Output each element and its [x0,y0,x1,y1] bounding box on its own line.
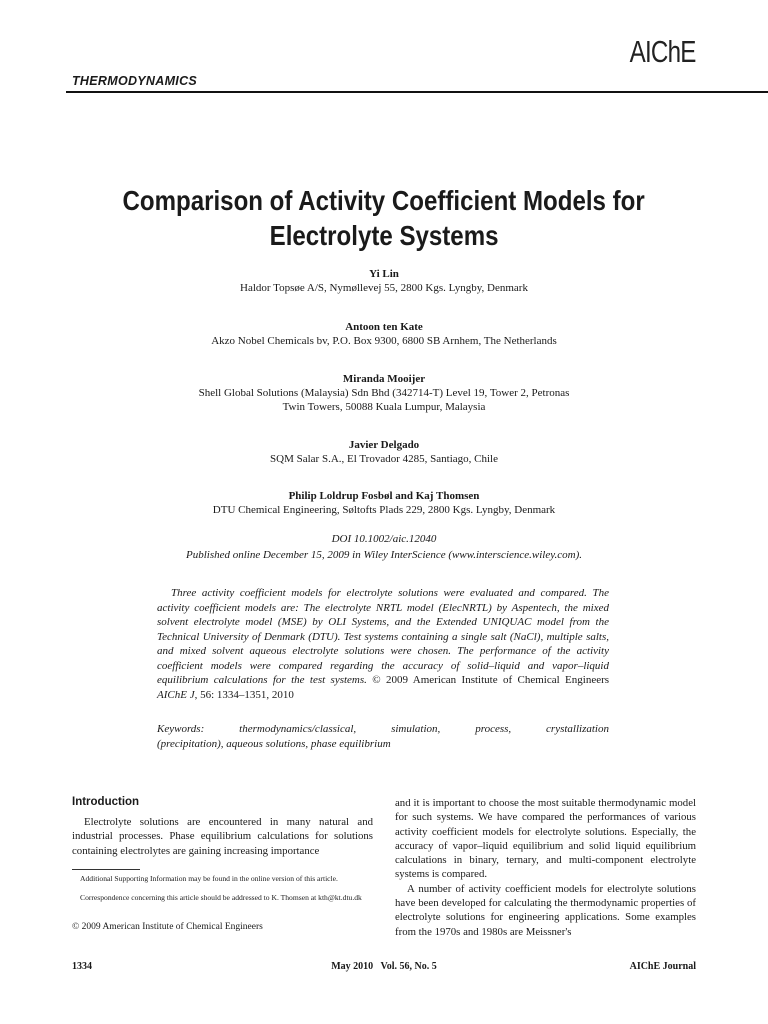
author-affiliation: Akzo Nobel Chemicals bv, P.O. Box 9300, 6800 SB Arnhem, The Netherlands [211,335,557,347]
keywords-list-1: thermodynamics/classical, simulation, process, crystallization [239,723,609,735]
author-block [0,267,768,295]
footnote-rule [72,869,140,870]
body-paragraph: Electrolyte solutions are encountered in many natural and industrial processes. Phase equilibrium calculations for solutions containing electrolytes are gaining increasing importance [72,816,373,857]
body-paragraph: A number of activity coefficient models for electrolyte solutions have been developed for calculating the thermodynamic properties of electrolyte solutions for engineering applications. Some examples from the 1970s and 1980s are Meissner's [395,882,696,938]
author-affiliation: Shell Global Solutions (Malaysia) Sdn Bhd (342714-T) Level 19, Tower 2, Petronas [198,387,570,399]
right-column [395,796,696,939]
title-line-2: Electrolyte Systems [269,220,499,251]
author-block [0,372,768,414]
abstract-copyright: © 2009 American Institute of Chemical Engineers [372,674,610,686]
article-title [0,183,768,253]
author-block [0,438,768,466]
keywords [157,722,609,752]
body-paragraph: and it is important to choose the most suitable thermodynamic model for such systems. We have compared the performances of various activity coefficient models for electrolyte solutions. Especially, the accuracy of vapor–liquid equilibrium and solid liquid equilibrium calculations in binary, ternary, and multi-component electrolyte systems is compared. [395,797,696,881]
header-rule [66,91,768,93]
section-label: THERMODYNAMICS [72,74,198,88]
author-affiliation: DTU Chemical Engineering, Søltofts Plads 229, 2800 Kgs. Lyngby, Denmark [212,504,556,516]
author-name: Javier Delgado [348,439,420,451]
author-name: Philip Loldrup Fosbøl and Kaj Thomsen [288,490,480,502]
page-number: 1334 [72,961,92,972]
footnote: Additional Supporting Information may be found in the online version of this article. [80,874,338,883]
author-affiliation: SQM Salar S.A., El Trovador 4285, Santiago, Chile [270,453,498,465]
journal-logo: AIChE [630,34,696,69]
author-name: Antoon ten Kate [345,321,423,333]
abstract-journal: AIChE J [157,688,195,701]
author-affiliation: Haldor Topsøe A/S, Nymøllevej 55, 2800 Kgs. Lyngby, Denmark [240,282,528,294]
author-block [0,489,768,517]
copyright-notice: © 2009 American Institute of Chemical Engineers [72,922,263,932]
doi: DOI 10.1002/aic.12040 [331,533,437,545]
publication-note: Published online December 15, 2009 in Wiley InterScience (www.interscience.wiley.com). [186,549,582,561]
keywords-label: Keywords: [157,723,205,735]
keywords-line-1 [157,722,609,737]
issue-info: May 2010 Vol. 56, No. 5 [331,961,437,972]
abstract-text: Three activity coefficient models for electrolyte solutions were evaluated and compared. The activity coefficient models are: The electrolyte NRTL model (ElecNRTL) by Aspentech, the mixed solvent electrolyte model (MSE) by OLI Systems, and the Extended UNIQUAC model from the Technical University of Denmark (DTU). Test systems containing a single salt (NaCl), multiple salts, and mixed solvent aqueous electrolyte solutions were chosen. The performance of the activity coefficient models were compared regarding the accuracy of solid–liquid and vapor–liquid equilibrium calculations for the test systems. [157,587,609,686]
author-affiliation: Twin Towers, 50088 Kuala Lumpur, Malaysia [282,401,486,413]
abstract [157,586,609,702]
journal-name: AIChE Journal [629,961,696,972]
section-heading: Introduction [72,796,140,808]
author-name: Miranda Mooijer [342,373,426,385]
keywords-list-2: (precipitation), aqueous solutions, phase equilibrium [157,738,391,750]
author-name: Yi Lin [369,268,399,280]
title-line-1: Comparison of Activity Coefficient Models for [122,185,646,216]
abstract-citation: , 56: 1334–1351, 2010 [194,688,294,701]
author-block [0,320,768,348]
footnote: Correspondence concerning this article should be addressed to K. Thomsen at kth@kt.dtu.dk [80,893,362,902]
